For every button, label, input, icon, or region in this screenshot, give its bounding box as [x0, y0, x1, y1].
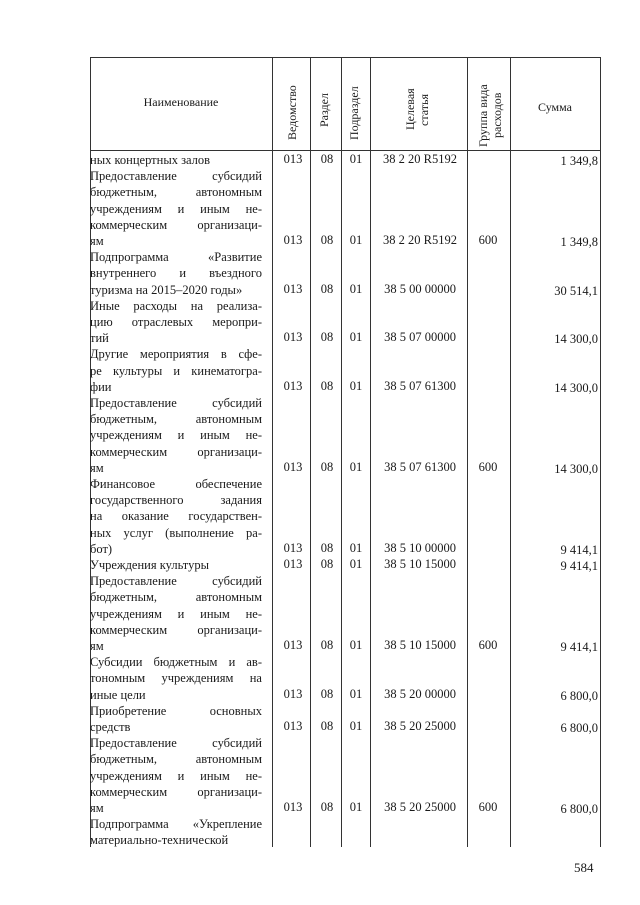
razdel-cell: 08 [320, 719, 334, 733]
razdel-cell: 08 [320, 686, 334, 701]
name-line: бюджетным, автономным [90, 412, 262, 427]
name-line: учреждениям и иным не- [90, 606, 262, 621]
name-line: ям [90, 460, 104, 475]
name-line: ре культуры и кинематогра- [90, 363, 262, 378]
summa-cell: 9 414,1 [560, 640, 598, 654]
column-divider [510, 57, 511, 847]
vedomstvo-cell: 013 [283, 330, 303, 345]
podrazdel-cell: 01 [349, 800, 363, 814]
podrazdel-cell: 01 [349, 557, 363, 571]
podrazdel-cell: 01 [349, 719, 363, 733]
name-line: Предоставление субсидий [90, 736, 262, 751]
table-row-name [90, 298, 262, 347]
summa-cell: 9 414,1 [560, 559, 598, 573]
header-name: Наименование [143, 95, 219, 109]
podrazdel-cell: 01 [349, 281, 363, 296]
podrazdel-cell: 01 [349, 686, 363, 701]
table-row-name [90, 395, 262, 476]
razdel-cell: 08 [320, 152, 334, 166]
vedomstvo-cell: 013 [283, 686, 303, 701]
gruppa-cell: 600 [478, 233, 498, 247]
name-line: бот) [90, 541, 113, 556]
summa-cell: 1 349,8 [560, 154, 598, 168]
gruppa-cell: 600 [478, 459, 498, 474]
name-line: коммерческим организаци- [90, 444, 262, 459]
razdel-cell: 08 [320, 281, 334, 296]
celevaya-statya-cell: 38 5 20 25000 [384, 719, 456, 733]
name-line: на оказание государствен- [90, 509, 262, 524]
summa-cell: 6 800,0 [560, 721, 598, 735]
table-row-name [90, 249, 262, 298]
summa-cell: 14 300,0 [554, 461, 598, 476]
podrazdel-cell: 01 [349, 540, 363, 555]
celevaya-statya-cell: 38 5 07 61300 [384, 459, 456, 474]
vedomstvo-cell: 013 [283, 233, 303, 247]
gruppa-cell: 600 [478, 800, 498, 814]
gruppa-cell: 600 [478, 638, 498, 652]
header-bottom-border [90, 150, 600, 151]
name-line: бюджетным, автономным [90, 185, 262, 200]
vedomstvo-cell: 013 [283, 152, 303, 166]
header-statya: статья [417, 94, 431, 126]
celevaya-statya-cell: 38 5 20 25000 [384, 800, 456, 814]
table-row-name [90, 346, 262, 395]
name-line: государственного задания [90, 493, 262, 508]
table-row-name [90, 816, 262, 848]
name-line: Предоставление субсидий [90, 169, 262, 184]
header-raskhodov: расходов [490, 92, 504, 138]
name-line: Субсидии бюджетным и ав- [90, 655, 262, 670]
header-podrazdel: Подраздел [347, 86, 361, 140]
name-line: ям [90, 800, 104, 815]
name-line: бюджетным, автономным [90, 752, 262, 767]
podrazdel-cell: 01 [349, 459, 363, 474]
column-divider [310, 57, 311, 847]
podrazdel-cell: 01 [349, 330, 363, 345]
column-divider [272, 57, 273, 847]
razdel-cell: 08 [320, 800, 334, 814]
summa-cell: 14 300,0 [554, 380, 598, 395]
celevaya-statya-cell: 38 5 07 61300 [384, 378, 456, 393]
table-row-name [90, 573, 262, 654]
name-line: внутреннего и въездного [90, 266, 262, 281]
razdel-cell: 08 [320, 540, 334, 555]
table-row-name [90, 152, 262, 168]
vedomstvo-cell: 013 [283, 719, 303, 733]
header-razdel: Раздел [317, 93, 331, 127]
razdel-cell: 08 [320, 638, 334, 652]
name-line: коммерческим организаци- [90, 622, 262, 637]
name-line: Подпрограмма «Укрепление [90, 817, 262, 832]
vedomstvo-cell: 013 [283, 800, 303, 814]
name-line: учреждениям и иным не- [90, 201, 262, 216]
name-line: Предоставление субсидий [90, 396, 262, 410]
name-line: ям [90, 233, 104, 248]
podrazdel-cell: 01 [349, 152, 363, 166]
name-line: бюджетным, автономным [90, 590, 262, 605]
celevaya-statya-cell: 38 5 10 15000 [384, 638, 456, 652]
summa-cell: 30 514,1 [554, 283, 598, 298]
vedomstvo-cell: 013 [283, 281, 303, 296]
column-divider [370, 57, 371, 847]
name-line: коммерческим организаци- [90, 217, 262, 232]
podrazdel-cell: 01 [349, 638, 363, 652]
name-line: Приобретение основных [90, 703, 262, 718]
name-line: Учреждения культуры [90, 558, 209, 572]
vedomstvo-cell: 013 [283, 540, 303, 555]
table-top-border [90, 57, 600, 58]
celevaya-statya-cell: 38 2 20 R5192 [383, 152, 457, 166]
summa-cell: 14 300,0 [554, 332, 598, 347]
header-celevaya: Целевая [403, 88, 417, 130]
name-line: средств [90, 719, 131, 734]
name-line: коммерческим организаци- [90, 784, 262, 799]
name-line: Предоставление субсидий [90, 574, 262, 589]
name-line: тономным учреждениям на [90, 671, 262, 686]
table-row-name [90, 654, 262, 703]
name-line: учреждениям и иным не- [90, 768, 262, 783]
table-row-name [90, 476, 262, 557]
header-summa: Сумма [538, 100, 572, 114]
header-gruppa: Группа вида [476, 84, 490, 147]
name-line: Подпрограмма «Развитие [90, 250, 262, 265]
vedomstvo-cell: 013 [283, 557, 303, 571]
celevaya-statya-cell: 38 5 07 00000 [384, 330, 456, 345]
podrazdel-cell: 01 [349, 233, 363, 247]
vedomstvo-cell: 013 [283, 638, 303, 652]
name-line: ных концертных залов [90, 153, 211, 167]
table-row-name [90, 703, 262, 735]
vedomstvo-cell: 013 [283, 378, 303, 393]
table-row-name [90, 557, 262, 573]
name-line: цию отраслевых меропри- [90, 314, 262, 329]
celevaya-statya-cell: 38 5 10 00000 [384, 540, 456, 555]
podrazdel-cell: 01 [349, 378, 363, 393]
celevaya-statya-cell: 38 5 10 15000 [384, 557, 456, 571]
name-line: Иные расходы на реализа- [90, 298, 262, 313]
vedomstvo-cell: 013 [283, 459, 303, 474]
name-line: фии [90, 379, 112, 394]
name-line: материально-технической [90, 833, 229, 848]
header-vedomstvo: Ведомство [285, 85, 299, 140]
summa-cell: 6 800,0 [560, 688, 598, 703]
summa-cell: 1 349,8 [560, 235, 598, 249]
name-line: учреждениям и иным не- [90, 428, 262, 443]
razdel-cell: 08 [320, 557, 334, 571]
celevaya-statya-cell: 38 5 00 00000 [384, 281, 456, 296]
summa-cell: 6 800,0 [560, 802, 598, 816]
summa-cell: 9 414,1 [560, 542, 598, 557]
razdel-cell: 08 [320, 378, 334, 393]
razdel-cell: 08 [320, 233, 334, 247]
name-line: ям [90, 638, 104, 653]
razdel-cell: 08 [320, 330, 334, 345]
column-divider [600, 57, 601, 847]
celevaya-statya-cell: 38 2 20 R5192 [383, 233, 457, 247]
name-line: иные цели [90, 687, 146, 702]
name-line: тий [90, 331, 109, 346]
page-number: 584 [574, 860, 594, 875]
table-row-name [90, 735, 262, 816]
table-row-name [90, 168, 262, 249]
name-line: ных услуг (выполнение ра- [90, 525, 262, 540]
name-line: Финансовое обеспечение [90, 477, 262, 491]
name-line: Другие мероприятия в сфе- [90, 347, 262, 362]
name-line: туризма на 2015–2020 годы» [90, 282, 243, 297]
razdel-cell: 08 [320, 459, 334, 474]
celevaya-statya-cell: 38 5 20 00000 [384, 686, 456, 701]
